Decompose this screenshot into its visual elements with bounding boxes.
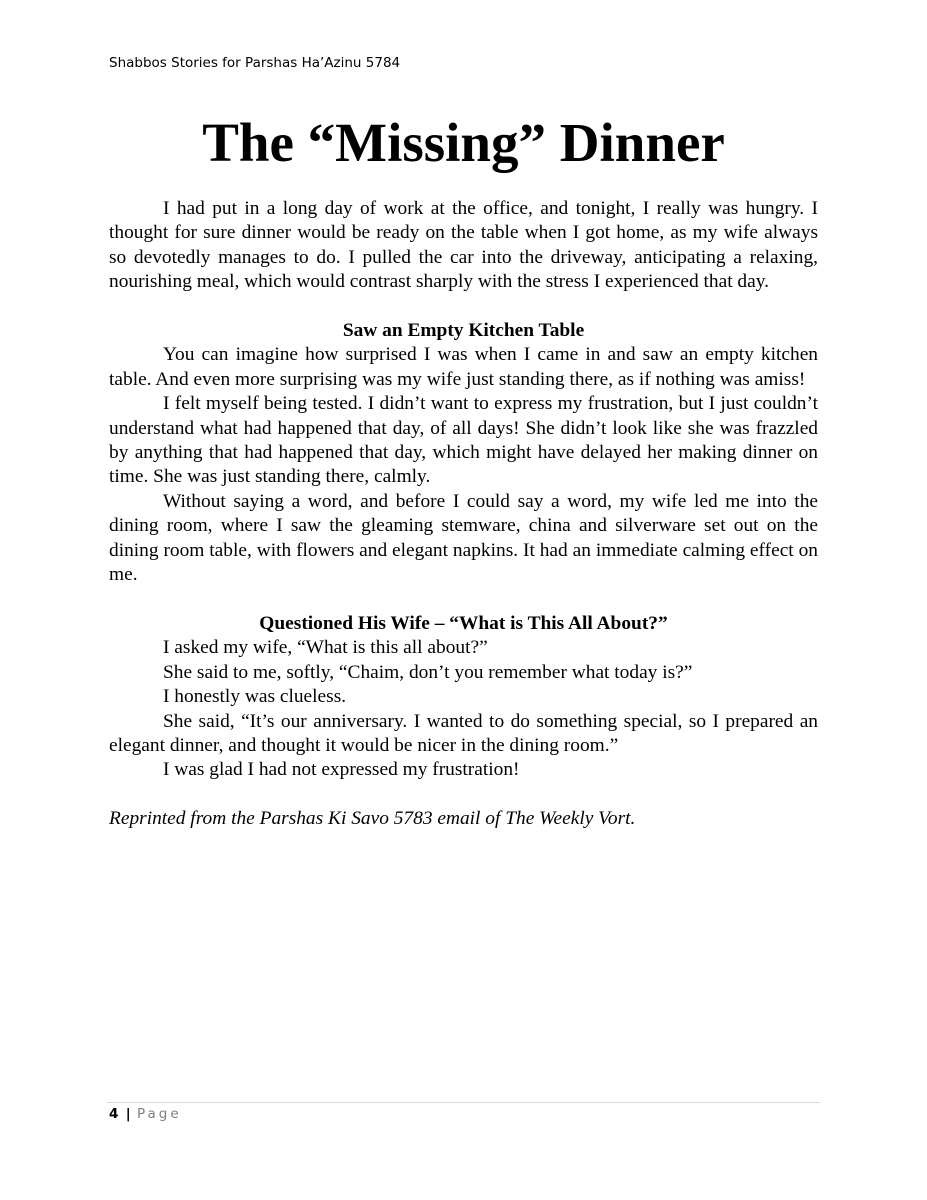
intro-paragraph: I had put in a long day of work at the office, and tonight, I really was hungry. I thought for sure dinner would be ready on the table when I got home, as my wife always so devotedly manages to do. I pulled the car into the driveway, anticipating a relaxing, nourishing meal, which would contrast sharply with the stress I experienced that day.	[109, 198, 818, 293]
reprint-credit: Reprinted from the Parshas Ki Savo 5783 email of The Weekly Vort.	[109, 808, 636, 830]
section1-paragraph-3: Without saying a word, and before I could say a word, my wife led me into the dining room, where I saw the gleaming stemware, china and silverware set out on the dining room table, with flowers and elegant napkins. It had an immediate calming effect on me.	[109, 490, 818, 586]
article-body	[109, 197, 818, 832]
footer-divider	[107, 1102, 820, 1103]
page-separator: |	[125, 1106, 131, 1122]
section-heading-questioned-wife: Questioned His Wife – “What is This All About?”	[259, 612, 668, 634]
section2-paragraph-3: I honestly was clueless.	[163, 686, 347, 708]
page-label: Page	[136, 1106, 182, 1122]
section1-paragraph-2: I felt myself being tested. I didn’t want to express my frustration, but I just couldn’t understand what had happened that day, of all days! She didn’t look like she was frazzled by anything that had happened that day, which might have delayed her making dinner on time. She was just standing there, calmly.	[109, 393, 818, 488]
page-number: 4	[109, 1106, 119, 1122]
section2-paragraph-5: I was glad I had not expressed my frustration!	[163, 759, 520, 781]
section2-paragraph-4: She said, “It’s our anniversary. I wanted to do something special, so I prepared an elegant dinner, and thought it would be nicer in the dining room.”	[109, 710, 818, 756]
section-heading-empty-table: Saw an Empty Kitchen Table	[342, 320, 585, 342]
paragraph-gap	[109, 783, 818, 807]
section2-paragraph-2: She said to me, softly, “Chaim, don’t you remember what today is?”	[163, 661, 693, 683]
running-header: Shabbos Stories for Parshas Ha’Azinu 5784	[109, 55, 401, 71]
section2-paragraph-1: I asked my wife, “What is this all about?”	[163, 637, 488, 659]
page-footer	[109, 1106, 182, 1122]
section1-paragraph-1: You can imagine how surprised I was when I came in and saw an empty kitchen table. And even more surprising was my wife just standing there, as if nothing was amiss!	[109, 344, 818, 390]
article-title: The “Missing” Dinner	[202, 112, 725, 173]
paragraph-gap	[109, 587, 818, 611]
paragraph-gap	[109, 295, 818, 319]
